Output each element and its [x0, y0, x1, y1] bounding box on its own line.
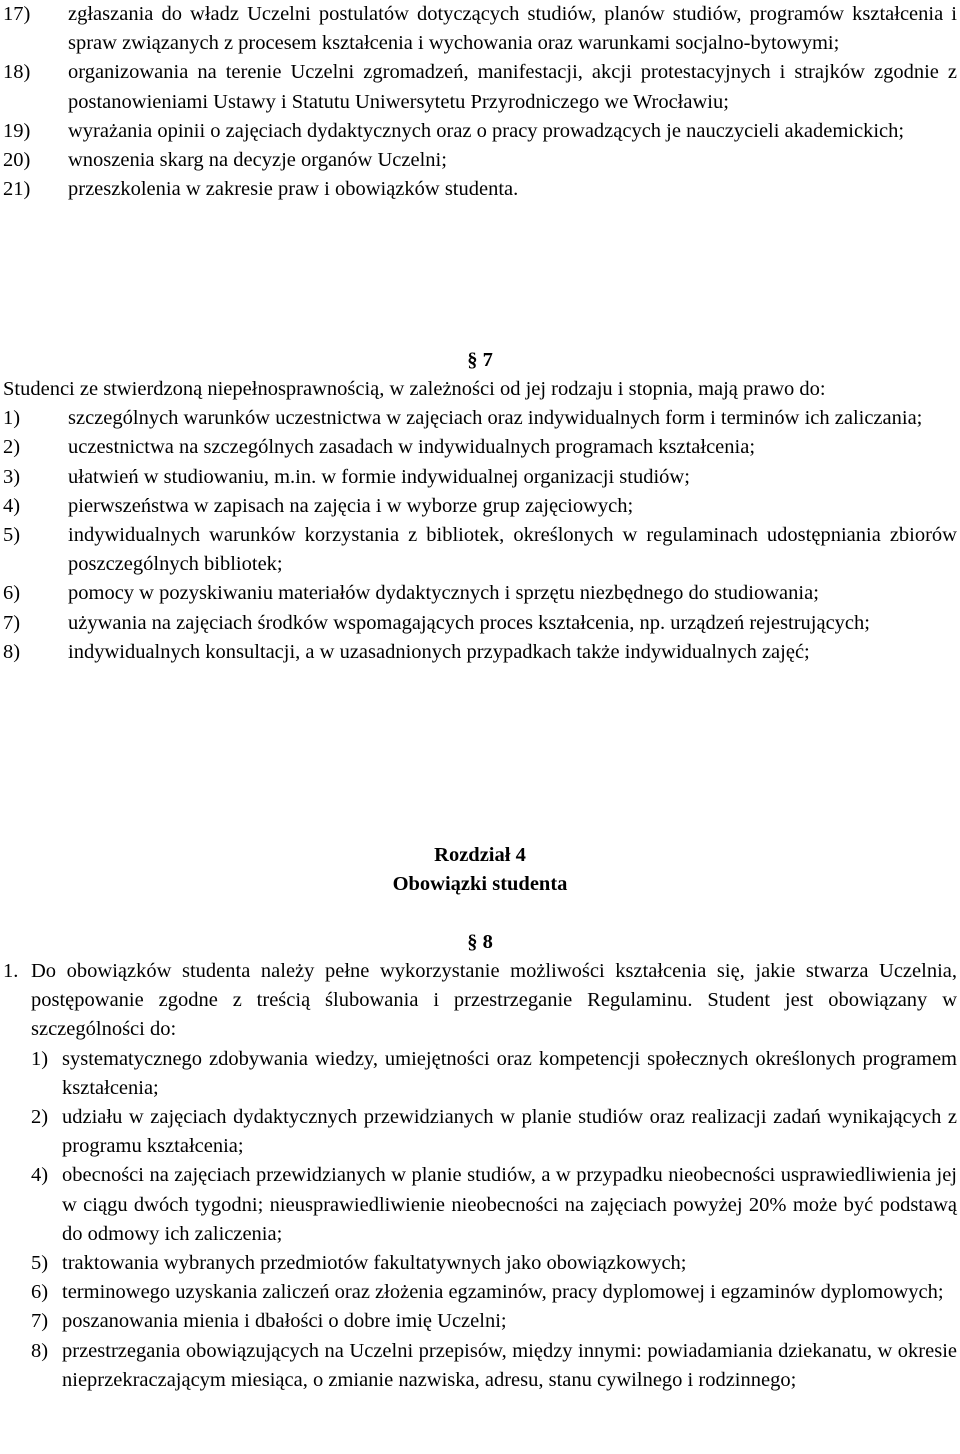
list-item-text: obecności na zajęciach przewidzianych w planie studiów, a w przypadku nieobecności usprawiedliwienia jej w ciągu dwóch tygodni; nieusprawiedliwienie nieobecności na zajęciach powyżej 20% może być podstawą do odmowy ich zaliczenia;: [62, 1164, 957, 1245]
rights-list-continued: [3, 0, 957, 204]
list-item: [3, 521, 957, 579]
paragraph-1: [3, 957, 957, 1045]
section-number: 7: [482, 349, 493, 371]
list-item-number: 7): [3, 611, 21, 634]
list-item-number: 1): [3, 407, 21, 430]
list-item-number: 20): [3, 149, 31, 172]
list-item: [3, 492, 957, 521]
list-item: [31, 1103, 957, 1161]
list-item-text: przestrzegania obowiązujących na Uczelni przepisów, między innymi: powiadamiania dziekanatu, w okresie nieprzekraczającym miesiąca, o zmianie nazwiska, adresu, stanu cywilnego i rodzinnego;: [62, 1339, 957, 1391]
list-item: [3, 175, 957, 204]
list-item-text: wnoszenia skarg na decyzje organów Uczelni;: [68, 149, 447, 172]
list-item-text: organizowania na terenie Uczelni zgromadzeń, manifestacji, akcji protestacyjnych i strajków zgodnie z postanowieniami Ustawy i Statutu Uniwersytetu Przyrodniczego we Wrocławiu;: [68, 61, 957, 113]
list-item-text: używania na zajęciach środków wspomagających proces kształcenia, np. urządzeń rejestrujących;: [68, 611, 870, 634]
list-item-number: 1): [31, 1047, 49, 1070]
list-item: [3, 433, 957, 462]
list-item: [31, 1337, 957, 1395]
list-item-number: 6): [3, 582, 21, 605]
section-mark: §: [467, 349, 478, 371]
list-item-text: poszanowania mienia i dbałości o dobre imię Uczelni;: [62, 1310, 507, 1333]
list-item-text: udziału w zajęciach dydaktycznych przewidzianych w planie studiów oraz realizacji zadań wynikających z programu kształcenia;: [62, 1106, 957, 1158]
obligations-list: [3, 1045, 957, 1395]
list-item: [31, 1278, 957, 1307]
list-item-text: systematycznego zdobywania wiedzy, umiejętności oraz kompetencji społecznych określonych programem kształcenia;: [62, 1047, 957, 1099]
list-item: [3, 638, 957, 667]
list-item: [3, 463, 957, 492]
list-item-text: terminowego uzyskania zaliczeń oraz złożenia egzaminów, pracy dyplomowej i egzaminów dyplomowych;: [62, 1281, 944, 1304]
list-item-number: 3): [3, 465, 21, 488]
list-item-text: ułatwień w studiowaniu, m.in. w formie indywidualnej organizacji studiów;: [68, 465, 690, 488]
list-item-number: 4): [3, 494, 21, 517]
list-item-number: 5): [31, 1252, 49, 1275]
list-item-number: 8): [31, 1339, 49, 1362]
list-item-number: 2): [3, 436, 21, 459]
list-item-number: 21): [3, 178, 31, 201]
list-item-number: 7): [31, 1310, 49, 1333]
section-7-heading: [3, 346, 957, 375]
list-item-text: uczestnictwa na szczególnych zasadach w indywidualnych programach kształcenia;: [68, 436, 756, 459]
list-item-text: traktowania wybranych przedmiotów fakultatywnych jako obowiązkowych;: [62, 1252, 687, 1275]
list-item: [3, 579, 957, 608]
list-item-text: przeszkolenia w zakresie praw i obowiązków studenta.: [68, 178, 519, 201]
chapter-heading: [3, 841, 957, 899]
list-item: [31, 1307, 957, 1336]
list-item-number: 19): [3, 119, 31, 142]
list-item-text: zgłaszania do władz Uczelni postulatów dotyczących studiów, planów studiów, programów kształcenia i spraw związanych z procesem kształcenia i wychowania oraz warunkami socjalno-bytowymi;: [68, 3, 957, 55]
list-item-number: 5): [3, 524, 21, 547]
list-item: [31, 1161, 957, 1249]
list-item-text: indywidualnych warunków korzystania z bibliotek, określonych w regulaminach udostępniania zbiorów poszczególnych bibliotek;: [68, 524, 957, 576]
list-item-text: szczególnych warunków uczestnictwa w zajęciach oraz indywidualnych form i terminów ich zaliczania;: [68, 407, 923, 430]
list-item: [3, 404, 957, 433]
list-item: [3, 146, 957, 175]
list-item-text: indywidualnych konsultacji, a w uzasadnionych przypadkach także indywidualnych zajęć;: [68, 640, 810, 663]
list-item-number: 18): [3, 61, 31, 84]
list-item: [31, 1045, 957, 1103]
list-item: [3, 609, 957, 638]
list-item-number: 4): [31, 1164, 49, 1187]
list-item: [3, 0, 957, 58]
section-7-body: [3, 375, 957, 667]
section-mark: §: [467, 931, 478, 953]
chapter-subtitle: Obowiązki studenta: [392, 873, 568, 896]
section-8-body: [3, 957, 957, 1395]
list-item-number: 2): [31, 1106, 49, 1129]
chapter-title: Rozdział 4: [434, 844, 526, 866]
list-item-number: 8): [3, 640, 21, 663]
section-8-heading: [3, 928, 957, 957]
list-item-number: 6): [31, 1281, 49, 1304]
list-item-text: pomocy w pozyskiwaniu materiałów dydaktycznych i sprzętu niezbędnego do studiowania;: [68, 582, 819, 605]
list-item: [3, 58, 957, 116]
list-item: [3, 117, 957, 146]
section-number: 8: [482, 931, 493, 953]
list-item-text: wyrażania opinii o zajęciach dydaktycznych oraz o pracy prowadzących je nauczycieli akademickich;: [68, 119, 905, 142]
section-7-intro: Studenci ze stwierdzoną niepełnosprawnością, w zależności od jej rodzaju i stopnia, mają prawo do:: [3, 378, 826, 400]
list-item: [31, 1249, 957, 1278]
list-item-number: 17): [3, 3, 31, 25]
paragraph-number: 1.: [3, 960, 19, 982]
paragraph-text: Do obowiązków studenta należy pełne wykorzystanie możliwości kształcenia się, jakie stwarza Uczelnia, postępowanie zgodne z treścią ślubowania i przestrzeganie Regulaminu. Student jest obowiązany w szczególności do:: [31, 960, 957, 1041]
list-item-text: pierwszeństwa w zapisach na zajęcia i w wyborze grup zajęciowych;: [68, 494, 634, 517]
